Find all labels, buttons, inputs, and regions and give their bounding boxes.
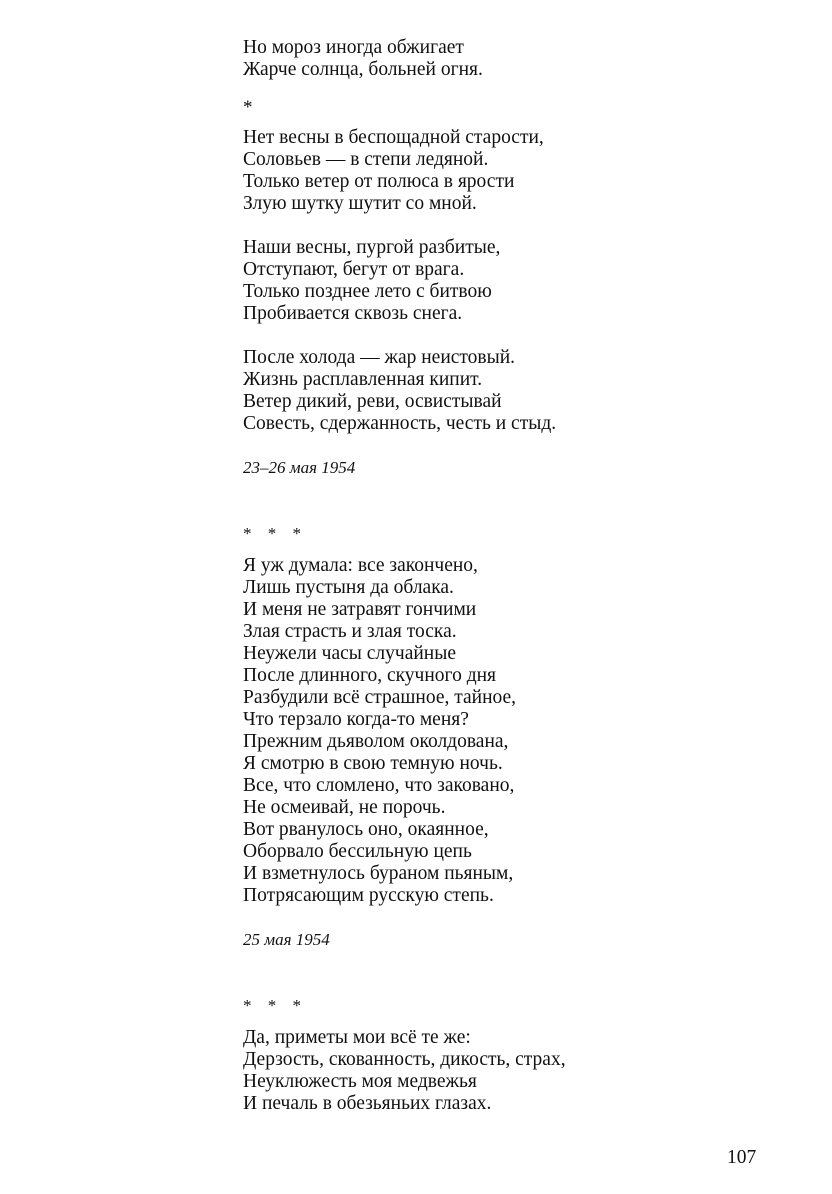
verse-line: Я смотрю в свою темную ночь. [243,753,503,774]
verse-line: Оборвало бессильную цепь [243,841,472,862]
stanza-gap [243,325,783,347]
verse-line: Разбудили всё страшное, тайное, [243,687,517,708]
poem3-date: 25 мая 1954 [243,930,330,949]
verse-line: И меня не затравят гончими [243,599,477,620]
verse-line: Но мороз иногда обжигает [243,37,464,58]
verse-line: Да, приметы мои всё те же: [243,1027,471,1048]
verse-line: Что терзало когда-то меня? [243,709,469,730]
verse-line: Только ветер от полюса в ярости [243,171,515,192]
marker-gap [243,1017,783,1027]
verse-line: Неуклюжесть моя медвежья [243,1071,477,1092]
verse-line: Прежним дьяволом околдована, [243,731,509,752]
verse-line: Ветер дикий, реви, освистывай [243,391,502,412]
poem2-date: 23–26 мая 1954 [243,458,356,477]
verse-line: И взметнулось бураном пьяным, [243,863,514,884]
section-gap [243,479,783,523]
stanza-gap [243,907,783,929]
verse-line: Нет весны в беспощадной старости, [243,127,544,148]
verse-line: Я уж думала: все закончено, [243,555,478,576]
verse-line: Вот рванулось оно, окаянное, [243,819,489,840]
verse-line: Только позднее лето с битвою [243,281,492,302]
verse-line: Все, что сломлено, что заковано, [243,775,515,796]
verse-line: После длинного, скучного дня [243,665,497,686]
page-number: 107 [727,1147,757,1168]
poem2-stanza-3 [243,347,783,435]
verse-line: Жарче солнца, больней огня. [243,59,483,80]
stanza-gap [243,435,783,457]
marker-gap [243,545,783,555]
verse-line: Отступают, бегут от врага. [243,259,465,280]
verse-line: После холода — жар неистовый. [243,347,516,368]
stanza-gap [243,215,783,237]
verse-line: Лишь пустыня да облака. [243,577,454,598]
verse-line: Потрясающим русскую степь. [243,885,494,906]
poem2-stanza-2 [243,237,783,325]
text-column [243,37,783,1115]
poem1-stanza [243,37,783,81]
section-gap [243,951,783,995]
poem-separator-asterism: * * * [243,524,307,543]
verse-line: Совесть, сдержанность, честь и стыд. [243,413,557,434]
verse-line: И печаль в обезьяньих глазах. [243,1093,492,1114]
poem-separator-asterism: * * * [243,996,307,1015]
verse-line: Злую шутку шутит со мной. [243,193,477,214]
verse-line: Наши весны, пургой разбитые, [243,237,501,258]
verse-line: Пробивается сквозь снега. [243,303,463,324]
verse-line: Соловьев — в степи ледяной. [243,149,489,170]
poem4-body [243,1027,783,1115]
verse-line: Злая страсть и злая тоска. [243,621,457,642]
poem3-body [243,555,783,907]
verse-line: Неужели часы случайные [243,643,456,664]
poem2-stanza-1 [243,127,783,215]
verse-line: Жизнь расплавленная кипит. [243,369,483,390]
verse-line: Не осмеивай, не порочь. [243,797,446,818]
verse-line: Дерзость, скованность, дикость, страх, [243,1049,566,1070]
poem-separator-star: * [243,97,253,118]
